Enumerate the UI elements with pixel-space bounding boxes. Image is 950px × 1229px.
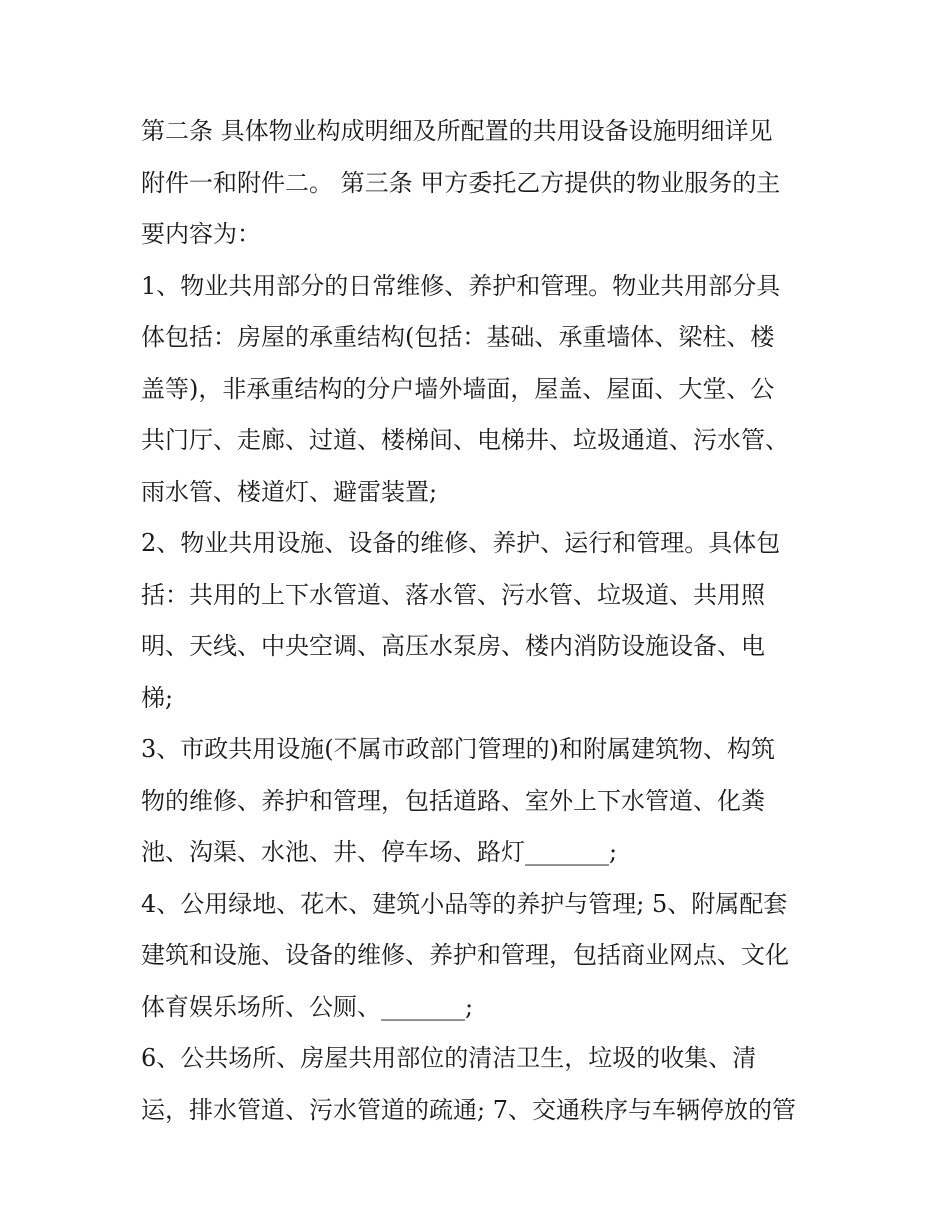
text-line: 1、物业共用部分的日常维修、养护和管理。物业共用部分具 [141, 271, 781, 300]
text-line: 体育娱乐场所、公厕、_______; [141, 992, 474, 1021]
text-line: 池、沟渠、水池、井、停车场、路灯_______; [141, 838, 618, 866]
text-line: 建筑和设施、设备的维修、养护和管理，包括商业网点、文化 [141, 941, 789, 969]
text-line: 2、物业共用设施、设备的维修、养护、运行和管理。具体包 [141, 529, 781, 557]
text-line: 4、公用绿地、花木、建筑小品等的养护与管理; 5、附属配套 [141, 889, 788, 918]
text-line: 梯; [141, 683, 174, 712]
text-line: 盖等)，非承重结构的分户墙外墙面，屋盖、屋面、大堂、公 [141, 374, 775, 403]
text-line: 6、公共场所、房屋共用部位的清洁卫生，垃圾的收集、清 [141, 1044, 757, 1072]
text-line: 3、市政共用设施(不属市政部门管理的)和附属建筑物、构筑 [141, 735, 775, 763]
text-line: 附件一和附件二。 第三条 甲方委托乙方提供的物业服务的主 [141, 168, 781, 197]
text-line: 要内容为： [141, 220, 261, 248]
text-line: 体包括：房屋的承重结构(包括：基础、承重墙体、梁柱、楼 [141, 323, 775, 351]
text-line: 共门厅、走廊、过道、楼梯间、电梯井、垃圾通道、污水管、 [141, 426, 789, 454]
text-line: 第二条 具体物业构成明细及所配置的共用设备设施明细详见 [141, 117, 773, 145]
text-line: 括：共用的上下水管道、落水管、污水管、垃圾道、共用照 [141, 580, 765, 609]
text-line: 物的维修、养护和管理，包括道路、室外上下水管道、化粪 [141, 786, 765, 815]
text-line: 运，排水管道、污水管道的疏通; 7、交通秩序与车辆停放的管 [141, 1095, 796, 1124]
text-line: 明、天线、中央空调、高压水泵房、楼内消防设施设备、电 [141, 632, 765, 660]
text-line: 雨水管、楼道灯、避雷装置; [141, 477, 438, 506]
contract-text [141, 106, 831, 1136]
